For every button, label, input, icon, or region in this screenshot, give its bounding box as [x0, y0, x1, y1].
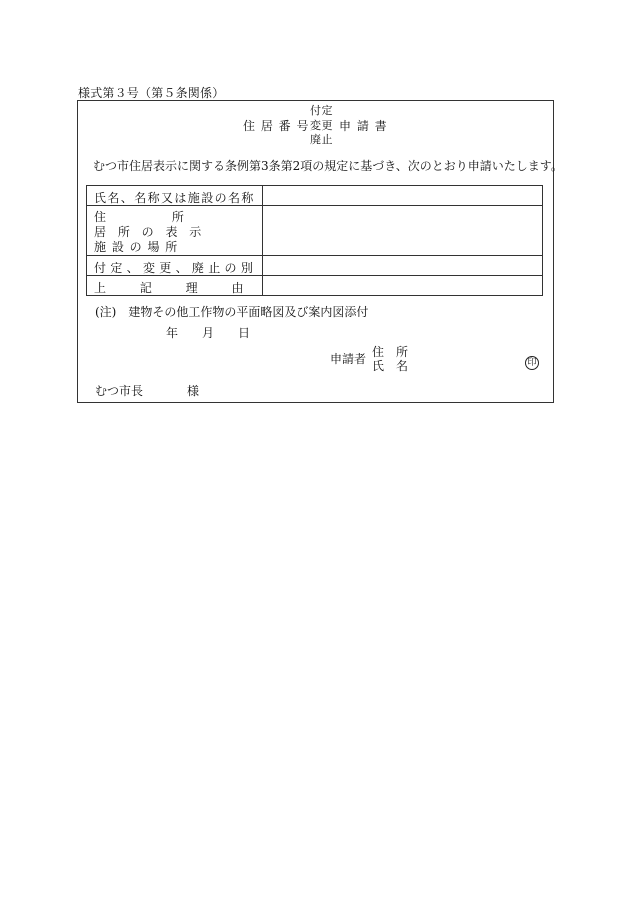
- applicant-address-label: 住 所: [372, 345, 409, 359]
- seal-mark: 印: [525, 356, 539, 370]
- label-cell: [87, 276, 263, 296]
- table-row-address: [87, 206, 542, 256]
- form-number-label: 様式第３号（第５条関係）: [78, 86, 225, 100]
- change-type-label: 付 定 、 変 更 、 廃 止 の 別: [94, 261, 253, 275]
- title-option-henko: 変更: [310, 119, 333, 132]
- note-text: (注) 建物その他工作物の平面略図及び案内図添付: [95, 305, 369, 319]
- change-type-value-field[interactable]: [263, 256, 542, 275]
- date-month: 月: [202, 326, 215, 340]
- label-cell: [87, 206, 263, 255]
- date-line: [166, 324, 250, 341]
- table-row-reason: [87, 276, 542, 296]
- title-suffix: 申 請 書: [339, 119, 388, 133]
- table-row-type: [87, 256, 542, 276]
- reason-label: 上 記 理 由: [94, 281, 244, 295]
- addressee: [95, 382, 199, 399]
- addressee-name: むつ市長: [95, 384, 144, 398]
- addressee-honorific: 様: [187, 384, 200, 398]
- residence-label: 居 所 の 表 示: [94, 225, 202, 239]
- application-table: [86, 185, 543, 296]
- name-value-field[interactable]: [263, 186, 542, 205]
- label-cell: [87, 186, 263, 205]
- date-day: 日: [238, 326, 251, 340]
- title-prefix: 住 居 番 号: [243, 119, 310, 133]
- applicant-name-label: 氏 名: [372, 359, 409, 373]
- table-row-name: [87, 186, 542, 206]
- name-label: 氏名、名称又は施設の名称: [94, 191, 255, 205]
- label-cell: [87, 256, 263, 275]
- intro-text: むつ市住居表示に関する条例第3条第2項の規定に基づき、次のとおり申請いたします。: [93, 159, 563, 173]
- title-option-haishi: 廃止: [310, 133, 333, 146]
- date-year: 年: [166, 326, 179, 340]
- reason-value-field[interactable]: [263, 276, 542, 296]
- address-label: 住 所: [94, 210, 184, 224]
- address-value-field[interactable]: [263, 206, 542, 255]
- facility-location-label: 施 設 の 場 所: [94, 240, 178, 254]
- applicant-label: 申請者: [330, 352, 367, 366]
- title-option-fuke: 付定: [310, 104, 333, 117]
